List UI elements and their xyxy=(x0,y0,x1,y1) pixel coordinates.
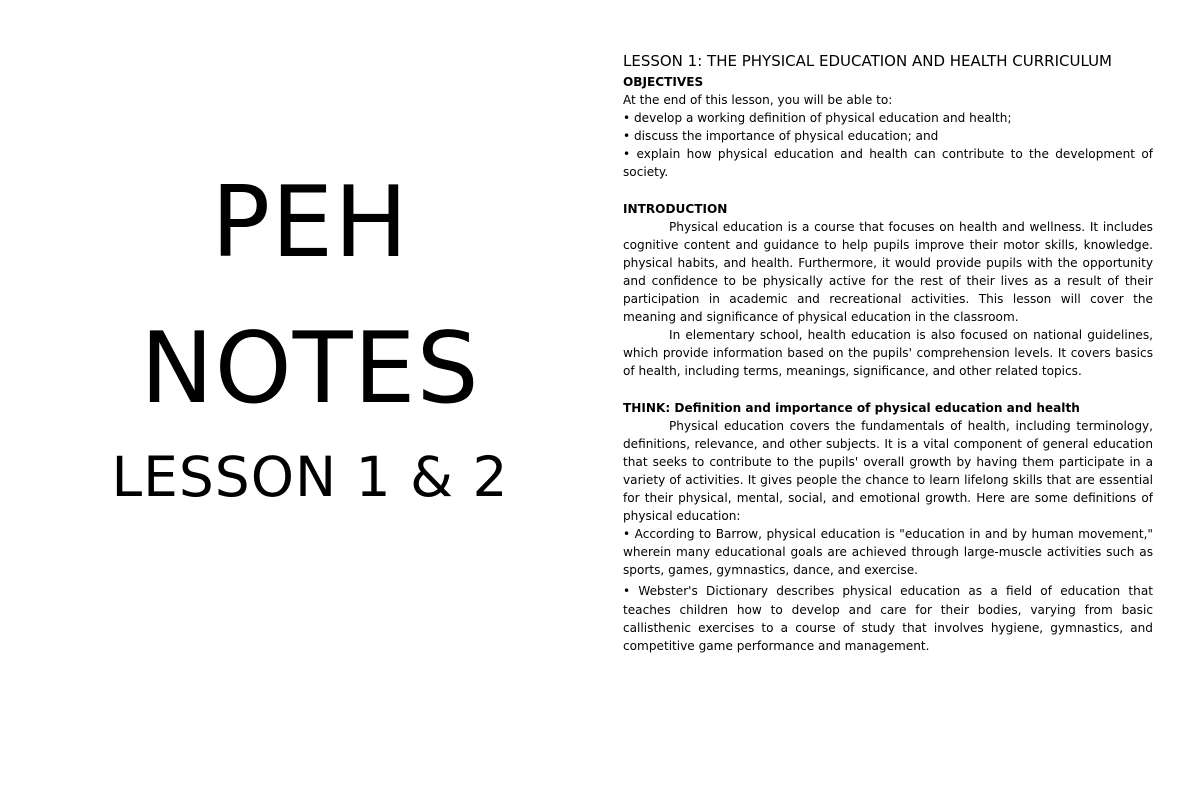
introduction-heading: INTRODUCTION xyxy=(623,201,728,216)
think-heading: THINK: Definition and importance of physical education and health xyxy=(623,400,1080,415)
definition-item: • Webster's Dictionary describes physical education as a field of education that teaches children how to develop and care for their bodies, varying from basic callisthenic exercises to a course of study that involves hygiene, gymnastics, and competitive game performance and management. xyxy=(623,584,1153,653)
cover-subtitle: LESSON 1 & 2 xyxy=(111,445,509,509)
introduction-paragraph: Physical education is a course that focuses on health and wellness. It includes cognitive content and guidance to help pupils improve their motor skills, knowledge. physical habits, and health. Furthermore, it would provide pupils with the opportunity and confidence to be physically active for the rest of their lives as a result of their participation in academic and recreational activities. This lesson will cover the meaning and significance of physical education in the classroom. xyxy=(623,219,1153,325)
objective-item: • discuss the importance of physical education; and xyxy=(623,129,939,144)
lesson-title: LESSON 1: THE PHYSICAL EDUCATION AND HEALTH CURRICULUM xyxy=(623,52,1113,70)
think-paragraph: Physical education covers the fundamentals of health, including terminology, definitions, relevance, and other subjects. It is a vital component of general education that seeks to contribute to the pupils' overall growth by having them participate in a variety of activities. It gives people the chance to learn lifelong skills that are essential for their physical, mental, social, and emotional growth. Here are some definitions of physical education: xyxy=(623,418,1153,524)
objectives-intro: At the end of this lesson, you will be able to: xyxy=(623,93,893,108)
lesson-content xyxy=(623,49,1153,655)
objectives-heading: OBJECTIVES xyxy=(623,75,704,89)
cover-title-block xyxy=(60,150,560,510)
cover-title-notes: NOTES xyxy=(140,312,480,426)
cover-title-peh: PEH xyxy=(211,166,409,280)
objective-item: • develop a working definition of physical education and health; xyxy=(623,111,1012,126)
introduction-paragraph: In elementary school, health education is also focused on national guidelines, which provide information based on the pupils' comprehension levels. It covers basics of health, including terms, meanings, significance, and other related topics. xyxy=(623,328,1153,379)
objective-item: • explain how physical education and health can contribute to the development of society. xyxy=(623,147,1153,180)
definition-item: • According to Barrow, physical education is "education in and by human movement," wherein many educational goals are achieved through large-muscle activities such as sports, games, gymnastics, dance, and exercise. xyxy=(623,527,1153,578)
